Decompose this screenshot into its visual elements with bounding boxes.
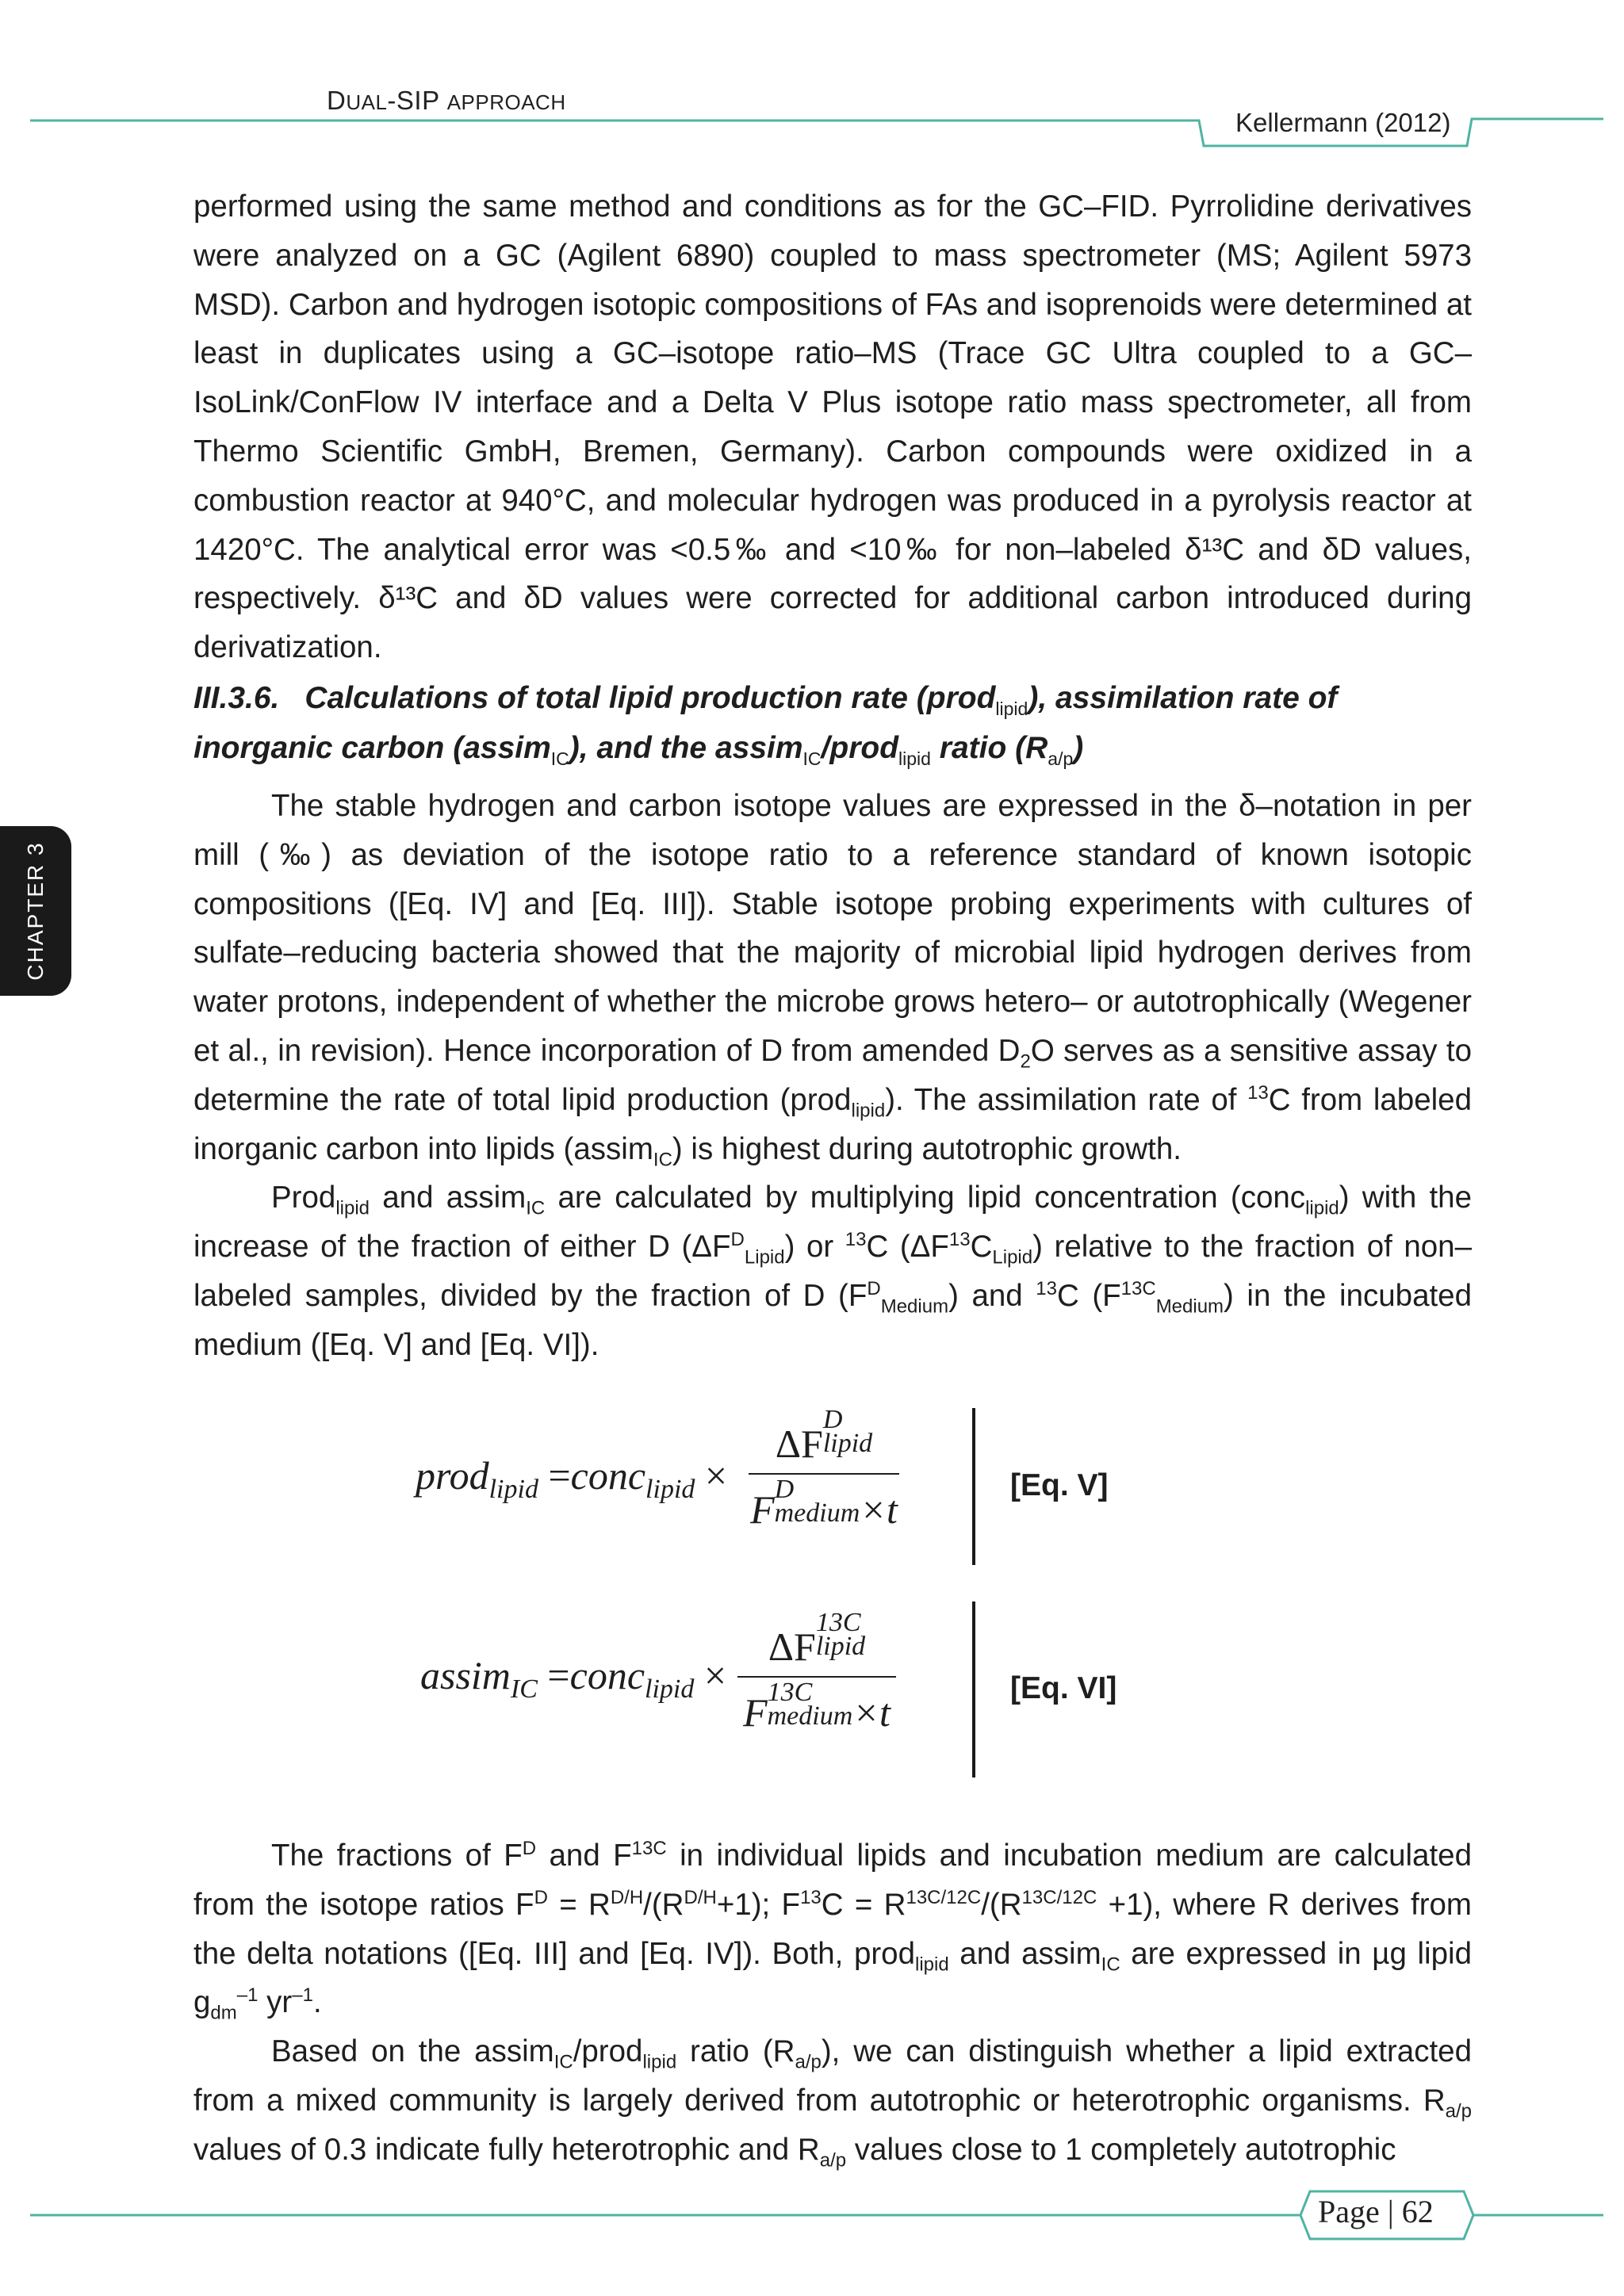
running-title: DUAL-SIP APPROACH <box>327 86 566 115</box>
paragraph-isotope-notation: The stable hydrogen and carbon isotope values are expressed in the δ–notation in per mill (‰) as deviation of the isotope ratio to a reference standard of known isotopic compositions ([Eq. IV] and [Eq. III]). Stable isotope probing experiments with cultures of sulfate–reducing bacteria showed that the majority of microbial lipid hydrogen derives from water protons, independent of whether the microbe grows hetero– or autotrophically (Wegener et al., in revision). Hence incorporation of D from amended $D_2O$ serves as a sensitive assay to determine the rate of total lipid production (prod$_{lipid}$). The assimilation rate of $^{13}$C from labeled inorganic carbon into lipids (assim$_{IC}$) is highest during autotrophic growth. Prod$_{lipid}$ and assim$_{IC}$ are calculated by multiplying lipid concentration (conc$_{lipid}$) with the increase of the fraction of either D $(\Delta F^D_{Lipid})$ or $^{13}$C $(\Delta F^{13}C_{Lipid})$ relative to the fraction of non–labeled samples, divided by the fraction of D $(F^D_{Medium})$ and $^{13}$C $(F^{13C}_{Medium})$ in the incubated medium ([Eq. V] and [Eq. VI]). <box>193 782 1472 1370</box>
equation-v-lhs: prod$_{lipid}$ =conc$_{lipid}$ × <box>416 1453 728 1504</box>
equation-vi-label: [Eq. VI] <box>1010 1671 1117 1705</box>
equation-vi-lhs: assim$_{IC}$ =conc$_{lipid}$ × <box>420 1653 727 1704</box>
chapter-tab-label: CHAPTER 3 <box>23 841 48 981</box>
chapter-tab <box>0 826 71 996</box>
paragraph-calculation: Prod$_{lipid}$ and assim$_{IC}$ are calculated by multiplying lipid concentration (conc$_{lipid}$) with the increase of the fraction of either D $(\Delta F^D_{Lipid})$ or $^{13}$C $(\Delta F^{13}C_{Lipid})$ relative to the fraction of non–labeled samples, divided by the fraction of D $(F^D_{Medium})$ and $^{13}$C $(F^{13C}_{Medium})$ in the incubated medium ([Eq. V] and [Eq. VI]). <box>193 1181 1472 1362</box>
paragraph-ratio: Based on the assim$_{IC}$/prod$_{lipid}$ ratio $(R_{a/p})$, we can distinguish whether a lipid extracted from a mixed community is largely derived from autotrophic or heterotrophic organisms. $R_{a/p}$ values of 0.3 indicate fully heterotrophic and $R_{a/p}$ values close to 1 completely autotrophic <box>193 2034 1472 2172</box>
section-heading: III.3.6. Calculations of total lipid production rate (prod$_{lipid}$), assimilation rate of inorganic carbon (assim$_{IC}$), and the assim$_{IC}$/prod$_{lipid}$ ratio $(R_{a/p})$ <box>193 681 1338 769</box>
equation-vi-divider <box>972 1601 975 1777</box>
author-year: Kellermann (2012) <box>1235 108 1451 137</box>
equation-v <box>0 1405 1624 1567</box>
paragraph-methods: performed using the same method and conditions as for the GC–FID. Pyrrolidine derivatives were analyzed on a GC (Agilent 6890) coupled to mass spectrometer (MS; Agilent 5973 MSD). Carbon and hydrogen isotopic compositions of FAs and isoprenoids were determined at least in duplicates using a GC–isotope ratio–MS (Trace GC Ultra coupled to a GC–IsoLink/ConFlow IV interface and a Delta V Plus isotope ratio mass spectrometer, all from Thermo Scientific GmbH, Bremen, Germany). Carbon compounds were oxidized in a combustion reactor at 940°C, and molecular hydrogen was produced in a pyrolysis reactor at 1420°C. The analytical error was <0.5‰ and <10‰ for non–labeled δ¹³C and δD values, respectively. δ¹³C and δD values were corrected for additional carbon introduced during derivatization. <box>193 189 1472 665</box>
paragraph-fractions: The fractions of $F^D$ and $F^{13C}$ in individual lipids and incubation medium are calculated from the isotope ratios $F^D = R^{D/H}/(R^{D/H}+1)$; $F^{13}C = R^{13C/12C}/(R^{13C/12C} +1)$, where R derives from the delta notations ([Eq. III] and [Eq. IV]). Both, prod$_{lipid}$ and assim$_{IC}$ are expressed in µg lipid $g_{dm}^{-1}$ $yr^{-1}$. Based on the assim$_{IC}$/prod$_{lipid}$ ratio $(R_{a/p})$, we can distinguish whether a lipid extracted from a mixed community is largely derived from autotrophic or heterotrophic organisms. $R_{a/p}$ values of 0.3 indicate fully heterotrophic and $R_{a/p}$ values close to 1 completely autotrophic <box>193 1831 1472 2175</box>
equation-v-fraction: ΔF D lipid F D medium ×t <box>749 1408 899 1541</box>
equation-vi-fraction: ΔF 13C lipid F 13C medium ×t <box>737 1611 896 1744</box>
equation-v-divider <box>972 1408 975 1565</box>
equation-v-label: [Eq. V] <box>1010 1468 1109 1502</box>
equation-vi <box>0 1601 1624 1777</box>
page-number: Page | 62 <box>1318 2194 1434 2229</box>
